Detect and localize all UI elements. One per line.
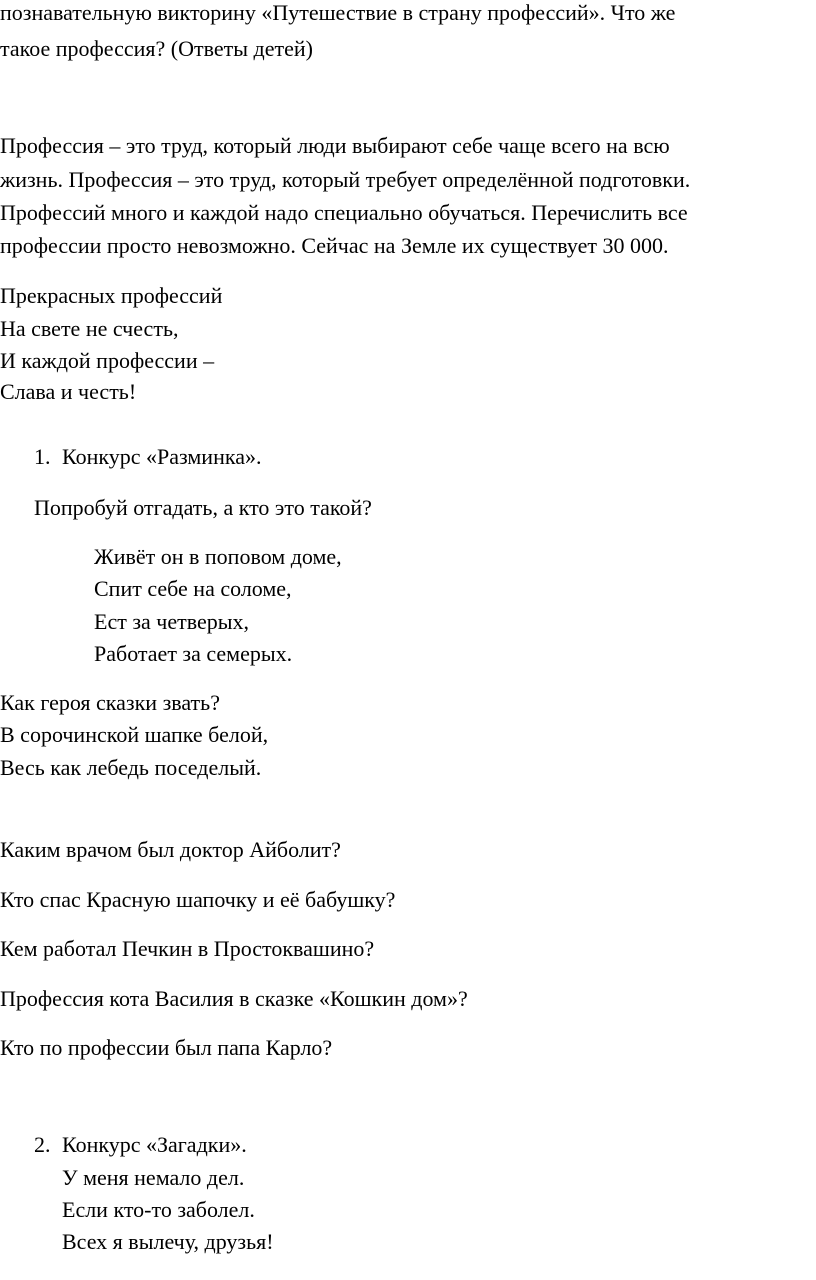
question-line: Профессия кота Василия в сказке «Кошкин дом»? xyxy=(0,986,468,1011)
riddle-line: Если кто-то заболел. xyxy=(62,1197,255,1222)
intro-line: познавательную викторину «Путешествие в страну профессий». Что же xyxy=(0,0,676,25)
riddle-line: Как героя сказки звать? xyxy=(0,690,220,715)
riddle-line: Спит себе на соломе, xyxy=(94,576,292,601)
riddle-line: Всех я вылечу, друзья! xyxy=(62,1229,274,1254)
list-number: 1. xyxy=(34,444,51,469)
definition-line: жизнь. Профессия – это труд, который требует определённой подготовки. xyxy=(0,167,691,192)
riddle-line: У меня немало дел. xyxy=(62,1165,245,1190)
list-number: 2. xyxy=(34,1132,51,1157)
definition-line: профессии просто невозможно. Сейчас на Земле их существует 30 000. xyxy=(0,233,669,258)
question-line: Кто по профессии был папа Карло? xyxy=(0,1035,333,1060)
riddle-line: Ест за четверых, xyxy=(94,609,250,634)
riddle-line: Весь как лебедь поседелый. xyxy=(0,755,262,780)
definition-line: Профессия – это труд, который люди выбирают себе чаще всего на всю xyxy=(0,133,670,158)
question-line: Каким врачом был доктор Айболит? xyxy=(0,837,341,862)
contest-title: Конкурс «Разминка». xyxy=(62,444,262,469)
poem-line: На свете не счесть, xyxy=(0,316,179,341)
poem-line: И каждой профессии – xyxy=(0,348,215,373)
intro-line: такое профессия? (Ответы детей) xyxy=(0,36,313,61)
question-line: Кто спас Красную шапочку и её бабушку? xyxy=(0,887,396,912)
poem-line: Прекрасных профессий xyxy=(0,283,223,308)
question-line: Кем работал Печкин в Простоквашино? xyxy=(0,936,375,961)
riddle-line: В сорочинской шапке белой, xyxy=(0,722,269,747)
poem-line: Слава и честь! xyxy=(0,379,137,404)
riddle-line: Работает за семерых. xyxy=(94,641,293,666)
contest-prompt: Попробуй отгадать, а кто это такой? xyxy=(34,495,372,520)
contest-title: Конкурс «Загадки». xyxy=(62,1132,247,1157)
definition-line: Профессий много и каждой надо специально обучаться. Перечислить все xyxy=(0,200,688,225)
riddle-line: Живёт он в поповом доме, xyxy=(94,544,342,569)
